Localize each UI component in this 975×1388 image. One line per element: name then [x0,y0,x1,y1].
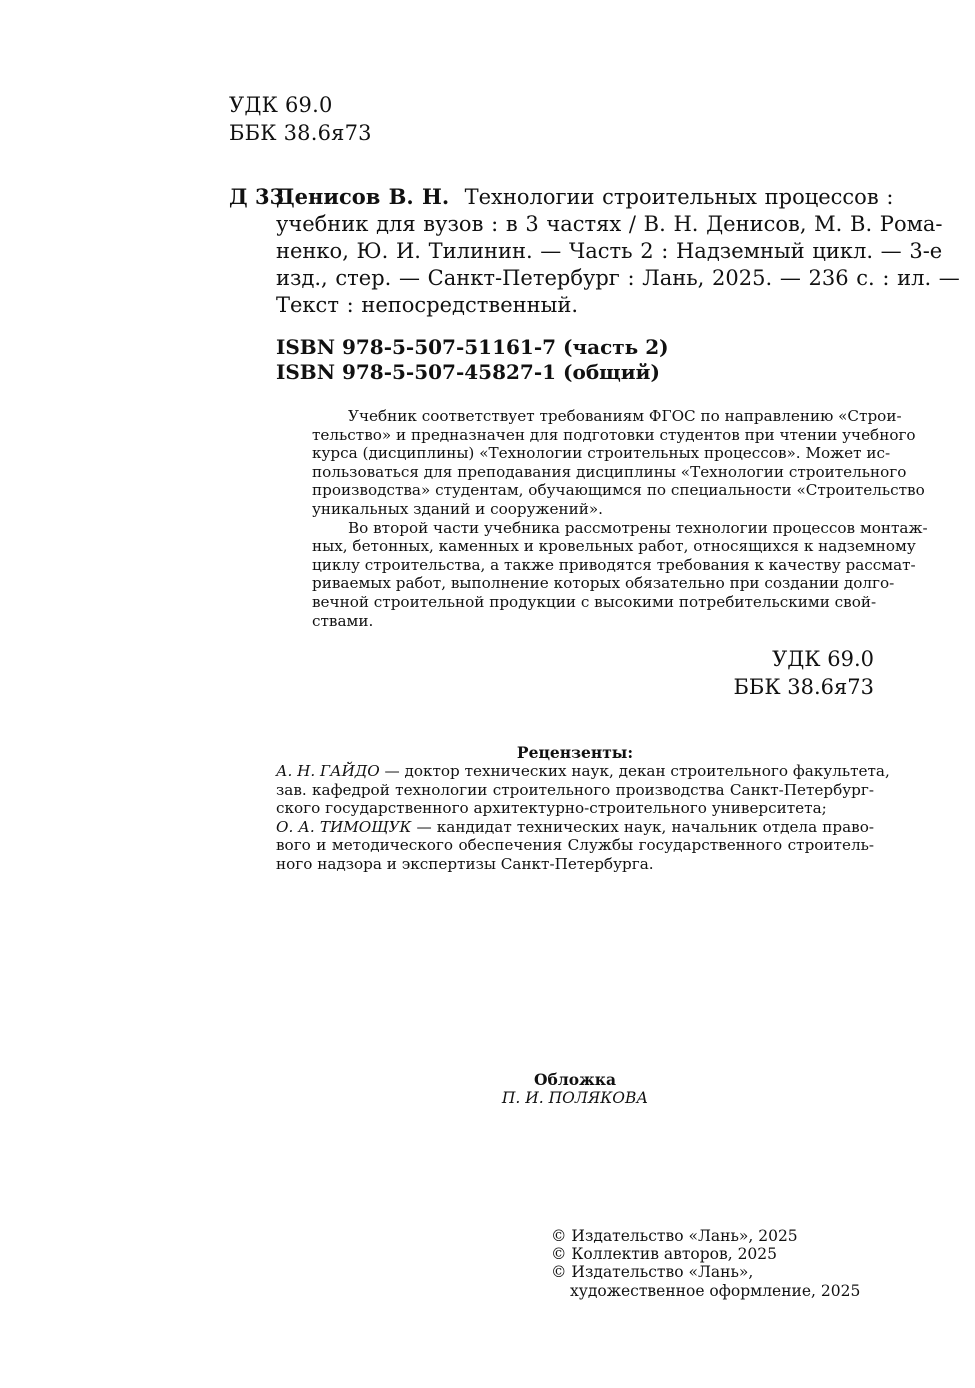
abstract-line: уникальных зданий и сооружений». [312,499,603,518]
abstract-line: циклу строительства, а также приводятся требования к качеству рассмат- [312,555,916,574]
abstract-paragraph-2 [276,518,928,631]
cover-title: Обложка [534,1070,616,1089]
bbk-code: ББК 38.6я73 [733,675,874,699]
abstract-line: Учебник соответствует требованиям ФГОС по направлению «Строи- [348,407,902,425]
abstract-line: курса (дисциплины) «Технологии строительных процессов». Может ис- [312,444,891,463]
reviewer-line: вого и методического обеспечения Службы государственного строитель- [276,836,874,855]
top-classification [229,92,372,148]
abstract-line: Во второй части учебника рассмотрены технологии процессов монтаж- [348,518,928,537]
catalog-code: Д 33 [229,184,285,209]
abstract-line: ствами. [312,611,374,630]
reviewer-desc: — кандидат технических наук, начальник отдела право- [411,817,874,836]
reviewer-line: зав. кафедрой технологии строительного производства Санкт-Петербург- [276,780,874,799]
bottom-classification [733,646,874,702]
isbn-general: ISBN 978-5-507-45827-1 (общий) [276,360,660,384]
reviewers-title: Рецензенты: [516,743,634,762]
reviewer-1 [276,762,890,818]
reviewer-2 [276,818,874,874]
catalog-line: Текст : непосредственный. [276,293,578,317]
copyright-line: © Коллектив авторов, 2025 [551,1245,778,1264]
copyright-line: художественное оформление, 2025 [570,1281,861,1300]
copyright-line: © Издательство «Лань», [551,1263,754,1282]
cover-credit [276,1070,874,1108]
catalog-entry [276,183,960,319]
catalog-author: Денисов В. Н. [276,184,450,209]
reviewer-line [276,818,874,837]
isbn-part: ISBN 978-5-507-51161-7 (часть 2) [276,335,669,359]
catalog-line: ненко, Ю. И. Тилинин. — Часть 2 : Надземный цикл. — 3-е [276,239,943,263]
abstract-line: ных, бетонных, каменных и кровельных работ, относящихся к надземному [312,537,916,556]
abstract-line: пользоваться для преподавания дисциплины «Технологии строительного [312,462,907,481]
isbn-block [276,335,669,385]
abstract-line: вечной строительной продукции с высокими потребительскими свой- [312,592,877,611]
copyright-block [551,1227,860,1300]
reviewer-name: А. Н. ГАЙДО [276,762,380,780]
catalog-title: Технологии строительных процессов : [464,185,894,209]
reviewer-line: ского государственного архитектурно-строительного университета; [276,799,827,818]
reviewer-desc: — доктор технических наук, декан строительного факультета, [379,762,890,780]
reviewer-line: ного надзора и экспертизы Санкт-Петербурга. [276,854,654,873]
abstract-paragraph-1 [276,407,925,519]
copyright-line: © Издательство «Лань», 2025 [551,1227,798,1245]
abstract-line: производства» студентам, обучающимся по специальности «Строительство [312,481,925,500]
udk-code: УДК 69.0 [229,93,333,117]
reviewer-line [276,762,890,781]
catalog-line: изд., стер. — Санкт-Петербург : Лань, 2025. — 236 с. : ил. — [276,266,960,290]
reviewers [276,762,890,874]
reviewer-name: О. А. ТИМОЩУК [276,817,412,836]
abstract [276,407,928,630]
udk-code: УДК 69.0 [772,647,874,671]
bbk-code: ББК 38.6я73 [229,121,372,145]
catalog-line: учебник для вузов : в 3 частях / В. Н. Денисов, М. В. Рома- [276,212,943,236]
abstract-line: риваемых работ, выполнение которых обязательно при создании долго- [312,574,895,593]
abstract-line: тельство» и предназначен для подготовки студентов при чтении учебного [312,425,916,444]
catalog-first-line [276,183,894,211]
cover-artist: П. И. ПОЛЯКОВА [501,1089,649,1107]
